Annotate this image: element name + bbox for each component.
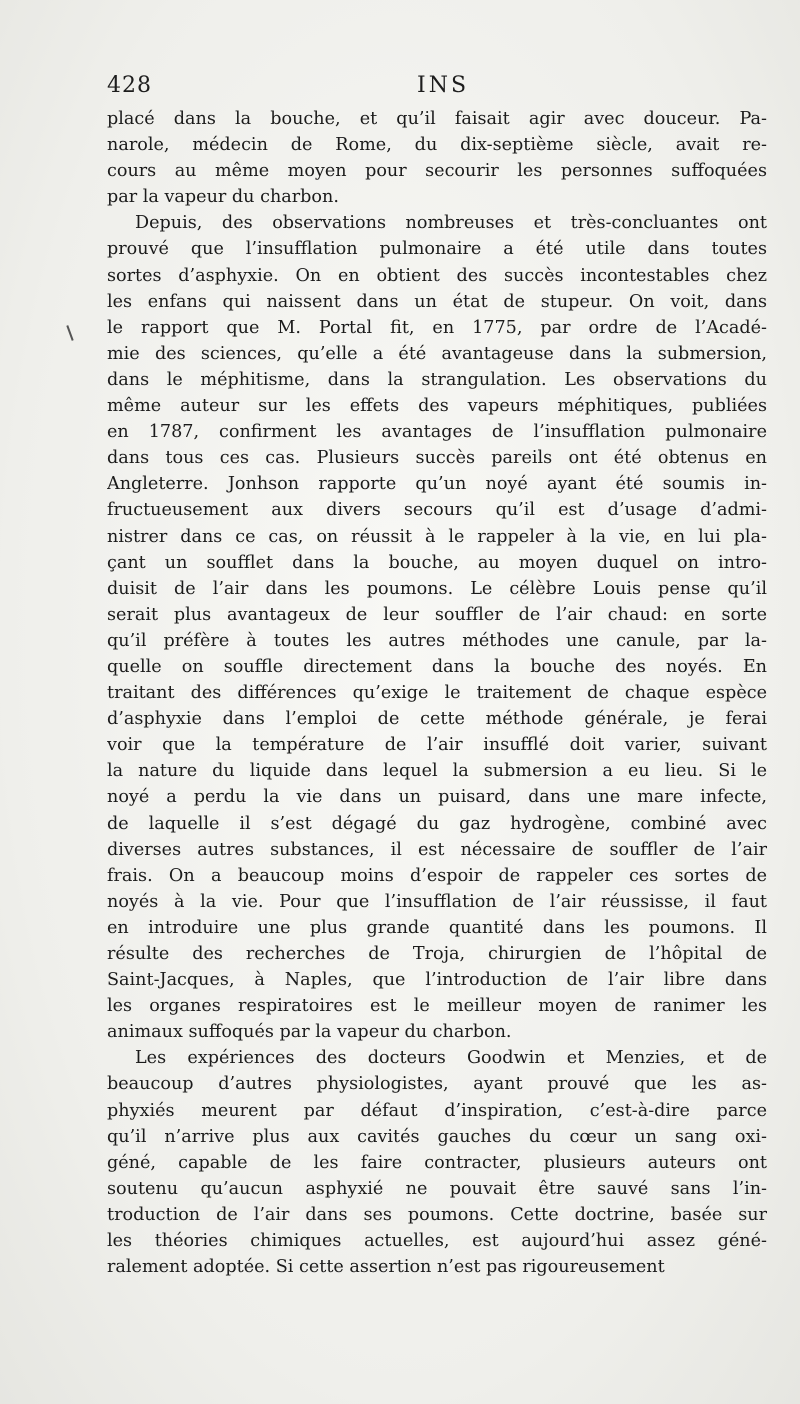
text-line: Les expériences des docteurs Goodwin et Menzies, et de (135, 1048, 767, 1069)
text-line: Saint-Jacques, à Naples, que l’introduction de l’air libre dans (107, 970, 767, 991)
text-line: les organes respiratoires est le meilleur moyen de ranimer les (107, 996, 767, 1017)
text-line: noyé a perdu la vie dans un puisard, dans une mare infecte, (107, 787, 767, 808)
text-line: placé dans la bouche, et qu’il faisait agir avec douceur. Pa- (107, 109, 767, 129)
text-line: qu’il n’arrive plus aux cavités gauches du cœur un sang oxi- (107, 1126, 767, 1147)
text-line: noyés à la vie. Pour que l’insufflation de l’air réussisse, il faut (107, 891, 767, 912)
text-line: qu’il préfère à toutes les autres méthodes une canule, par la- (107, 630, 767, 651)
text-line: en introduire une plus grande quantité dans les poumons. Il (107, 917, 767, 938)
text-line: d’asphyxie dans l’emploi de cette méthode générale, je ferai (107, 709, 767, 730)
text-line: dans tous ces cas. Plusieurs succès pareils ont été obtenus en (107, 448, 767, 469)
text-line: quelle on souffle directement dans la bouche des noyés. En (107, 656, 767, 677)
text-line: même auteur sur les effets des vapeurs méphitiques, publiées (107, 396, 767, 417)
text-line: Depuis, des observations nombreuses et très-concluantes ont (135, 213, 767, 234)
running-head: INS (417, 73, 470, 98)
text-line: en 1787, confirment les avantages de l’insufflation pulmonaire (107, 422, 767, 443)
text-line: serait plus avantageux de leur souffler de l’air chaud: en sorte (107, 604, 767, 625)
paragraph (107, 106, 767, 210)
text-line: sortes d’asphyxie. On en obtient des succès incontestables chez (107, 265, 767, 286)
text-line: beaucoup d’autres physiologistes, ayant prouvé que les as- (107, 1074, 767, 1095)
text-line: nistrer dans ce cas, on réussit à le rappeler à la vie, en lui pla- (107, 526, 767, 547)
text-line: mie des sciences, qu’elle a été avantageuse dans la submersion, (107, 343, 767, 364)
text-line: soutenu qu’aucun asphyxié ne pouvait être sauvé sans l’in- (107, 1178, 767, 1199)
text-line: fructueusement aux divers secours qu’il est d’usage d’admi- (107, 500, 767, 521)
page-number: 428 (107, 73, 152, 98)
text-line: frais. On a beaucoup moins d’espoir de rappeler ces sortes de (107, 865, 767, 886)
text-line: traitant des différences qu’exige le traitement de chaque espèce (107, 683, 767, 704)
text-line: dans le méphitisme, dans la strangulation. Les observations du (107, 369, 767, 390)
text-line: les théories chimiques actuelles, est aujourd’hui assez géné- (107, 1231, 767, 1252)
paragraph (107, 1045, 767, 1280)
text-line: duisit de l’air dans les poumons. Le célèbre Louis pense qu’il (107, 578, 767, 599)
text-line: troduction de l’air dans ses poumons. Cette doctrine, basée sur (107, 1204, 767, 1225)
text-line: çant un soufflet dans la bouche, au moyen duquel on intro- (107, 552, 767, 573)
text-line: Angleterre. Jonhson rapporte qu’un noyé ayant été soumis in- (107, 474, 767, 495)
text-line: cours au même moyen pour secourir les personnes suffoquées (107, 161, 767, 182)
page-header (107, 73, 767, 105)
text-line: de laquelle il s’est dégagé du gaz hydrogène, combiné avec (107, 813, 767, 834)
text-line: ralement adoptée. Si cette assertion n’est pas rigoureusement (107, 1257, 665, 1278)
text-line: animaux suffoqués par la vapeur du charbon. (107, 1022, 512, 1043)
text-line: voir que la température de l’air insufflé doit varier, suivant (107, 735, 767, 756)
text-line: résulte des recherches de Troja, chirurgien de l’hôpital de (107, 944, 767, 964)
text-line: par la vapeur du charbon. (107, 187, 339, 208)
text-line: le rapport que M. Portal fit, en 1775, par ordre de l’Acadé- (107, 317, 767, 338)
text-line: diverses autres substances, il est nécessaire de souffler de l’air (107, 839, 767, 860)
margin-mark (66, 325, 73, 341)
text-line: les enfans qui naissent dans un état de stupeur. On voit, dans (107, 291, 767, 312)
text-line: narole, médecin de Rome, du dix-septième siècle, avait re- (107, 135, 767, 156)
text-line: géné, capable de les faire contracter, plusieurs auteurs ont (107, 1152, 767, 1173)
text-line: phyxiés meurent par défaut d’inspiration, c’est-à-dire parce (107, 1100, 767, 1121)
text-line: la nature du liquide dans lequel la submersion a eu lieu. Si le (107, 761, 767, 782)
paragraph (107, 210, 767, 1045)
text-line: prouvé que l’insufflation pulmonaire a été utile dans toutes (107, 239, 767, 260)
body-text (107, 106, 767, 1280)
